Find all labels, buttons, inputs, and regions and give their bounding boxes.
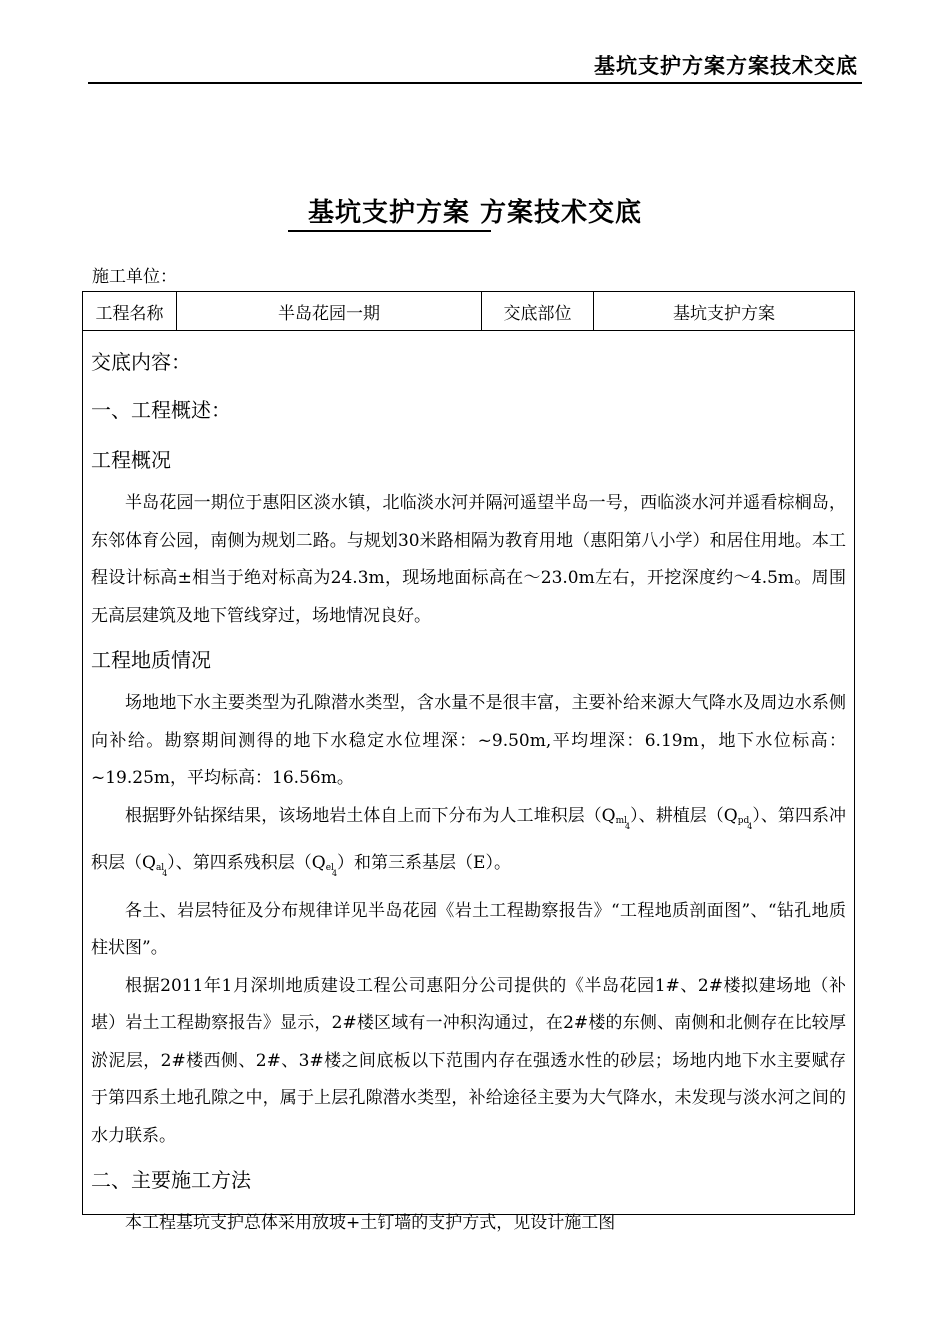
paragraph-geology-3: 各土、岩层特征及分布规律详见半岛花园《岩土工程勘察报告》“工程地质剖面图”、“钻孔地质柱状图”。 [91,900,846,958]
subscript: 4 [625,821,631,831]
heading-situation: 工程概况 [91,448,171,472]
text-segment: ）、第四系残积层（Q [167,853,326,873]
paragraph-geology-1: 场地地下水主要类型为孔隙潜水类型，含水量不是很丰富，主要补给来源大气降水及周边水系侧向补给。勘察期间测得的地下水稳定水位埋深：~9.50m,平均埋深：6.19m，地下水位标高：~19.25m，平均标高：16.56m。 [91,693,846,788]
running-header: 基坑支护方案方案技术交底 [594,54,858,78]
subscript: 4 [331,869,338,878]
text-segment: 根据野外钻探结果，该场地岩土体自上而下分布为人工堆积层（Q [125,805,616,826]
part-label: 交底部位 [482,292,594,330]
heading-content: 交底内容： [91,350,191,374]
info-row [83,292,854,331]
heading-geology: 工程地质情况 [91,648,211,672]
disclosure-sheet [82,291,855,1233]
paragraph-geology-4: 根据2011年1月深圳地质建设工程公司惠阳分公司提供的《半岛花园1#、2#楼拟建场地（补堪）岩土工程勘察报告》显示，2#楼区域有一冲积沟通过，在2#楼的东侧、南侧和北侧存在比较厚淤泥层，2#楼西侧、2#、3#楼之间底板以下范围内存在强透水性的砂层；场地内地下水主要赋存于第四系土地孔隙之中，属于上层孔隙潜水类型，补给途径主要为大气降水，未发现与淡水河之间的水力联系。 [91,975,846,1146]
project-name-value: 半岛花园一期 [177,292,482,330]
subscript: 4 [162,869,168,878]
heading-methods: 二、主要施工方法 [91,1168,251,1192]
text-segment: ）、第四系冲积层（Q [91,805,847,873]
part-value: 基坑支护方案 [673,303,775,324]
paragraph-geology-2 [91,798,846,893]
content-body [83,331,854,1243]
paragraph-methods: 本工程基坑支护总体采用放坡+土钉墙的支护方式，见设计施工图 [125,1213,616,1233]
header-rule [88,82,862,84]
document-title: 基坑支护方案 方案技术交底 [307,198,643,228]
subscript: al [155,863,165,873]
subscript: el [325,863,334,873]
subscript: ml [615,815,628,826]
project-name-label: 工程名称 [83,292,177,330]
construction-unit-label: 施工单位： [92,267,177,287]
text-segment: ）、耕植层（Q [630,805,738,826]
subscript: 4 [747,821,753,831]
paragraph-situation: 半岛花园一期位于惠阳区淡水镇，北临淡水河并隔河遥望半岛一号，西临淡水河并遥看棕榈岛，东邻体育公园，南侧为规划二路。与规划30米路相隔为教育用地（惠阳第八小学）和居住用地。本工程设计标高±相当于绝对标高为24.3m，现场地面标高在～23.0m左右，开挖深度约～4.5m。周围无高层建筑及地下管线穿过，场地情况良好。 [91,493,846,626]
title-underline [288,230,491,232]
heading-overview: 一、工程概述： [91,398,231,422]
subscript: pd [737,815,750,826]
text-segment: ）和第三系基层（E）。 [337,853,511,873]
